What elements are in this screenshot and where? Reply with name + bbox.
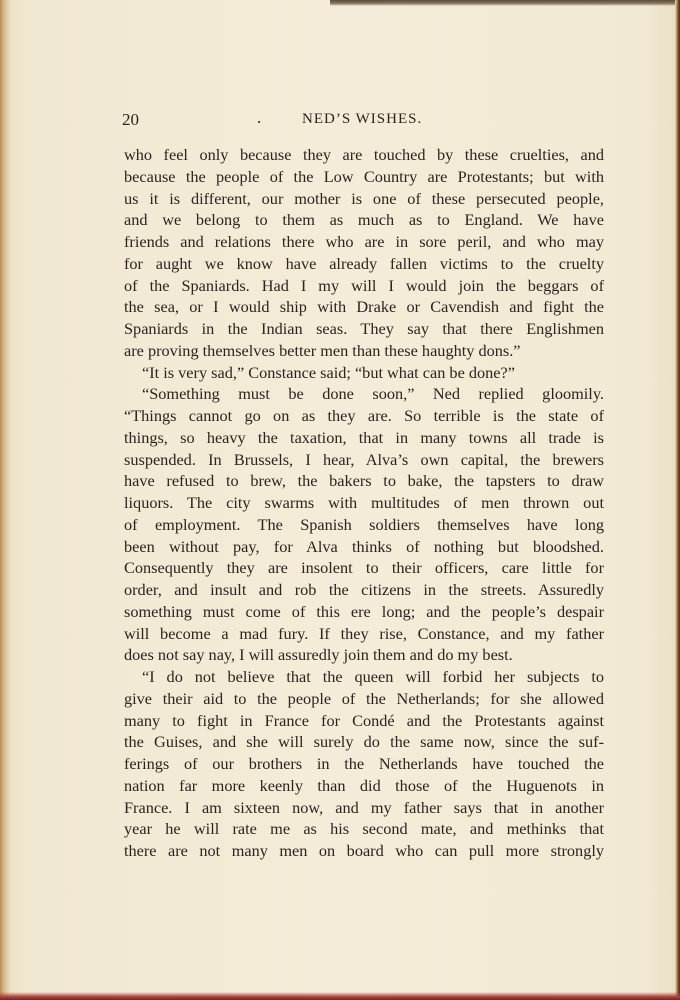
text-line: “I do not believe that the queen will forbid her subjects to — [142, 667, 604, 686]
text-line: France. I am sixteen now, and my father says that in another — [124, 797, 604, 817]
page-spine-shadow — [0, 0, 10, 1000]
text-line: and we belong to them as much as to England. We have — [124, 210, 604, 230]
text-line: of employment. The Spanish soldiers themselves have long — [124, 514, 604, 534]
text-line: for aught we know have already fallen victims to the cruelty — [124, 253, 604, 273]
page-top-edge — [330, 0, 680, 6]
text-line: who feel only because they are touched by these cruelties, and — [124, 145, 604, 164]
text-line: nation far more keenly than did those of the Huguenots in — [124, 775, 604, 795]
text-line: been without pay, for Alva thinks of nothing but bloodshed. — [124, 536, 604, 556]
text-line: have refused to brew, the bakers to bake, the tapsters to draw — [124, 471, 604, 491]
page-right-edge — [675, 0, 680, 1000]
text-line: because the people of the Low Country are Protestants; but with — [124, 166, 604, 186]
running-title: NED’S WISHES. — [302, 111, 423, 127]
text-line: are proving themselves better men than these haughty dons.” — [124, 340, 521, 360]
text-line: of the Spaniards. Had I my will I would join the beggars of — [124, 275, 604, 295]
text-line: order, and insult and rob the citizens in the streets. Assuredly — [124, 580, 604, 599]
running-head — [122, 110, 608, 132]
text-line: year he will rate me as his second mate, and methinks that — [124, 819, 604, 839]
text-line: Consequently they are insolent to their officers, care little for — [124, 558, 604, 578]
page-bottom-edge — [0, 992, 680, 1000]
text-line: does not say nay, I will assuredly join them and do my best. — [124, 645, 513, 665]
text-line: liquors. The city swarms with multitudes of men thrown out — [124, 493, 604, 512]
text-line: the sea, or I would ship with Drake or Cavendish and fight the — [124, 297, 604, 317]
text-line: ferings of our brothers in the Netherlands have touched the — [124, 754, 604, 773]
text-line: suspended. In Brussels, I hear, Alva’s own capital, the brewers — [124, 449, 604, 469]
text-line: many to fight in France for Condé and the Protestants against — [124, 710, 604, 730]
text-line: there are not many men on board who can pull more strongly — [124, 841, 604, 860]
running-head-separator: . — [257, 108, 262, 127]
text-line: us it is different, our mother is one of these persecuted people, — [124, 188, 604, 208]
text-line: friends and relations there who are in sore peril, and who may — [124, 232, 604, 251]
text-line: something must come of this ere long; and the people’s despair — [124, 601, 604, 621]
page-number: 20 — [122, 110, 139, 129]
text-line: will become a mad fury. If they rise, Constance, and my father — [124, 623, 604, 643]
body-text — [124, 144, 604, 862]
text-line: give their aid to the people of the Netherlands; for she allowed — [124, 688, 604, 708]
text-line: “Something must be done soon,” Ned replied gloomily. — [142, 384, 604, 404]
text-line: “It is very sad,” Constance said; “but what can be done?” — [142, 362, 515, 382]
text-line: “Things cannot go on as they are. So terrible is the state of — [124, 406, 604, 425]
text-line: Spaniards in the Indian seas. They say that there Englishmen — [124, 319, 604, 338]
text-line: things, so heavy the taxation, that in many towns all trade is — [124, 427, 604, 447]
text-line: the Guises, and she will surely do the same now, since the suf- — [124, 732, 604, 752]
